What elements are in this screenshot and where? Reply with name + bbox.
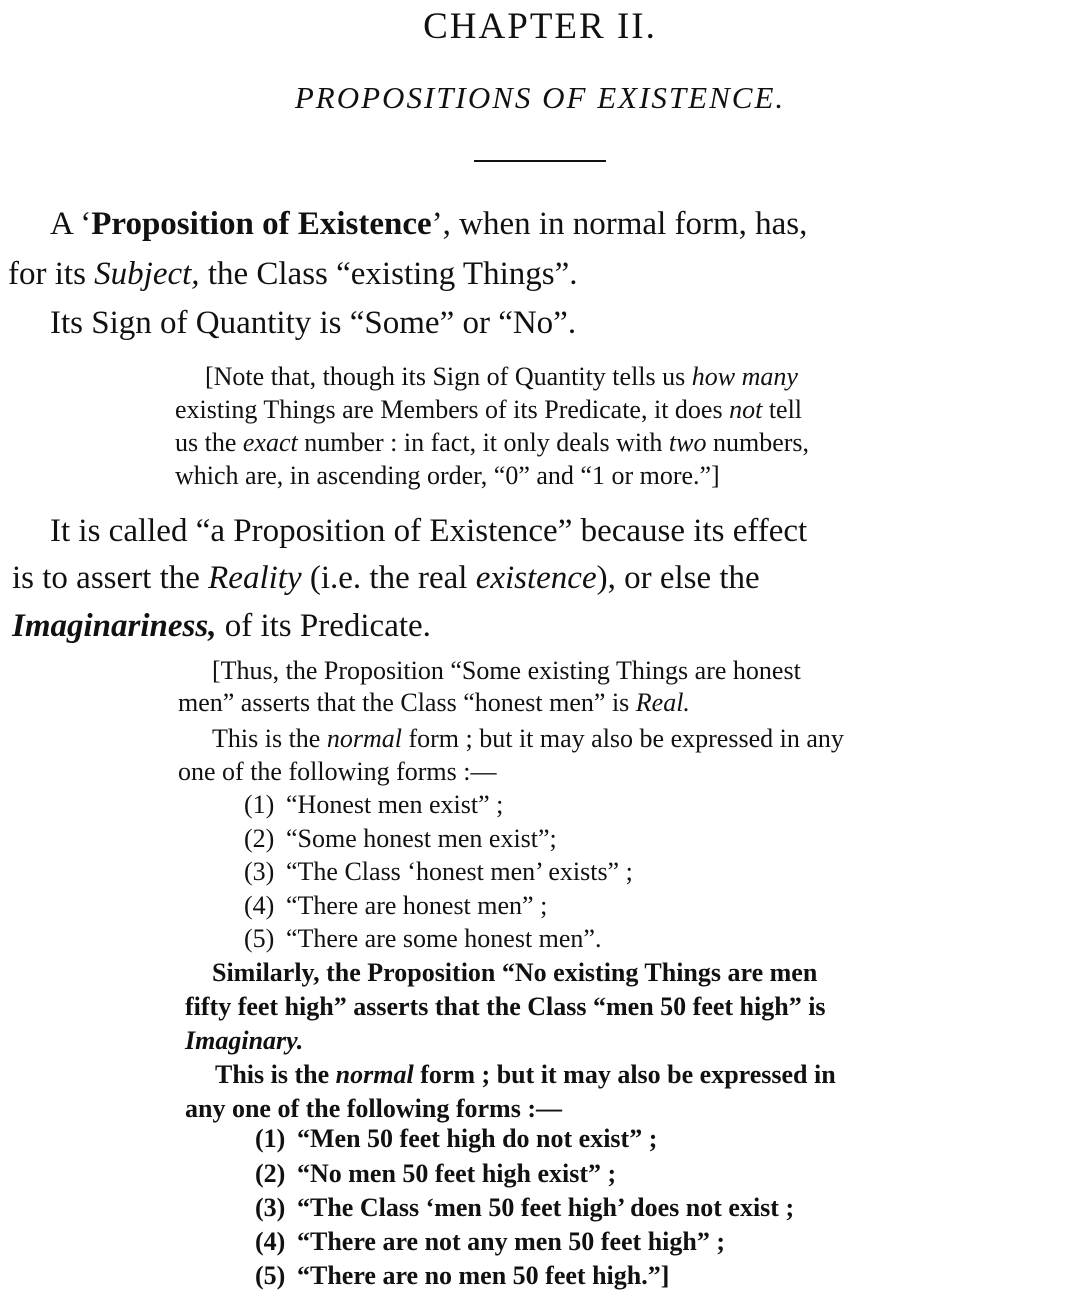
title-divider [474, 160, 606, 162]
text-span: A ‘ [50, 206, 92, 242]
text-span: for its [8, 256, 95, 292]
form-number: (3) [244, 857, 275, 886]
example1-line3 [212, 726, 844, 752]
note1-line3 [175, 430, 809, 456]
example1-form-item [244, 859, 633, 885]
emphasis-two: two [668, 428, 707, 457]
example2-form-item [255, 1126, 657, 1152]
note1-line4: which are, in ascending order, “0” and “1 or more.”] [175, 461, 720, 490]
form-text: “The Class ‘honest men’ exists” ; [286, 857, 633, 886]
form-number: (2) [244, 824, 275, 853]
example2-line3: Imaginary. [185, 1026, 304, 1055]
example1-line1: [Thus, the Proposition “Some existing Things are honest [212, 656, 801, 685]
example2-form-item [255, 1229, 725, 1255]
form-text: “There are no men 50 feet high.”] [297, 1261, 670, 1290]
emphasis-exact: exact [242, 428, 298, 457]
para1-line1 [50, 208, 1070, 241]
text-span: the Class “existing Things”. [199, 256, 578, 292]
text-span: tell [762, 395, 803, 424]
emphasis-existence: existence [475, 560, 597, 596]
emphasis-imaginariness: Imaginariness, [12, 608, 217, 644]
text-span: numbers, [706, 428, 810, 457]
note1-line2 [175, 397, 802, 423]
form-text: “Honest men exist” ; [286, 790, 504, 819]
note1-line1 [205, 364, 798, 390]
text-span: men” asserts that the Class “honest men” is [178, 688, 636, 717]
text-span: is to assert the [12, 560, 209, 596]
form-text: “There are some honest men”. [286, 924, 602, 953]
form-number: (3) [255, 1193, 286, 1222]
example2-line5: any one of the following forms :— [185, 1094, 562, 1123]
form-text: “There are not any men 50 feet high” ; [297, 1227, 725, 1256]
example1-form-item [244, 826, 557, 852]
form-text: “There are honest men” ; [286, 891, 548, 920]
section-title: PROPOSITIONS OF EXISTENCE. [294, 80, 786, 115]
form-number: (1) [255, 1124, 286, 1153]
emphasis-normal: normal [326, 724, 402, 753]
text-span: existing Things are Members of its Predicate, it does [175, 395, 730, 424]
example2-line4 [215, 1062, 836, 1088]
term-subject: Subject, [94, 256, 200, 292]
example1-line2 [178, 690, 690, 716]
form-number: (4) [244, 891, 275, 920]
example1-form-item [244, 893, 547, 919]
text-span: This is the [212, 724, 327, 753]
text-span: of its Predicate. [216, 608, 431, 644]
example1-form-item [244, 792, 503, 818]
term-proposition-of-existence: Proposition of Existence [91, 206, 432, 242]
form-text: “Some honest men exist”; [286, 824, 557, 853]
emphasis-normal: normal [335, 1060, 414, 1089]
emphasis-reality: Reality [208, 560, 302, 596]
text-span: [Note that, though its Sign of Quantity tells us [205, 362, 692, 391]
example2-form-item [255, 1195, 794, 1221]
form-number: (4) [255, 1227, 286, 1256]
emphasis-real: Real. [635, 688, 690, 717]
para2-line2 [12, 562, 760, 595]
example2-form-item [255, 1161, 616, 1187]
text-span: form ; but it may also be expressed in any [401, 724, 844, 753]
text-span: ’, when in normal form, has, [431, 206, 808, 242]
para1-line2 [8, 258, 578, 291]
emphasis-not: not [729, 395, 763, 424]
text-span: us the [175, 428, 243, 457]
form-text: “The Class ‘men 50 feet high’ does not exist ; [297, 1193, 795, 1222]
text-span: ), or else the [596, 560, 760, 596]
chapter-heading: CHAPTER II. [423, 6, 657, 47]
example2-line1: Similarly, the Proposition “No existing Things are men [212, 958, 818, 987]
form-number: (2) [255, 1159, 286, 1188]
text-span: number : in fact, it only deals with [297, 428, 669, 457]
form-text: “No men 50 feet high exist” ; [297, 1159, 617, 1188]
text-span: (i.e. the real [301, 560, 476, 596]
text-span: form ; but it may also be expressed in [413, 1060, 836, 1089]
para2-line1: It is called “a Proposition of Existence” because its effect [50, 513, 808, 549]
example2-line2: fifty feet high” asserts that the Class “men 50 feet high” is [185, 992, 826, 1021]
para1-line3: Its Sign of Quantity is “Some” or “No”. [50, 305, 577, 341]
example1-form-item [244, 926, 601, 952]
para2-line3 [12, 610, 431, 643]
form-number: (5) [255, 1261, 286, 1290]
emphasis-how-many: how many [691, 362, 798, 391]
example2-form-item [255, 1263, 669, 1289]
form-number: (5) [244, 924, 275, 953]
form-number: (1) [244, 790, 275, 819]
form-text: “Men 50 feet high do not exist” ; [297, 1124, 658, 1153]
example1-line4: one of the following forms :— [178, 757, 497, 786]
text-span: This is the [215, 1060, 336, 1089]
